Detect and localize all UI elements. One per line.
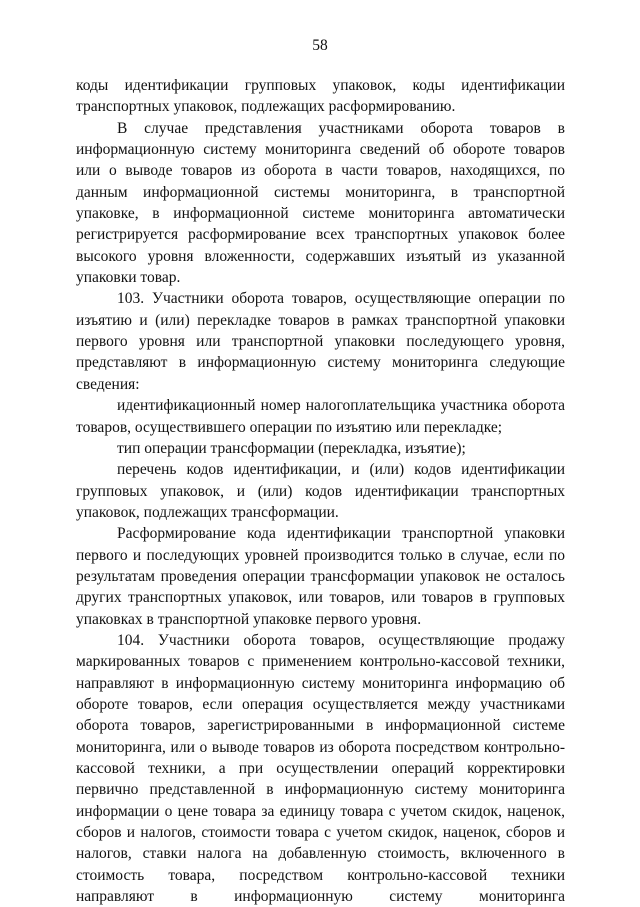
paragraph-continuation: коды идентификации групповых упаковок, коды идентификации транспортных упаковок, подлежащих расформированию. [76,77,565,116]
page-number: 58 [312,37,328,54]
paragraph-disbanding-on-withdrawal: В случае представления участниками оборота товаров в информационную систему мониторинга сведений об обороте товаров или о выводе товаров из оборота в части товаров, находящихся, по данным информационной системы мониторинга, в транспортной упаковке, в информационной системе мониторинга автоматически регистрируется расформирование всех транспортных упаковок более высокого уровня вложенности, содержавших изъятый из указанной упаковки товар. [76,119,565,287]
paragraph-clause-103: 103. Участники оборота товаров, осуществляющие операции по изъятию и (или) перекладке товаров в рамках транспортной упаковки первого уровня или транспортной упаковки последующего уровня, представляют в информационную систему мониторинга следующие сведения: [76,290,565,393]
paragraph-clause-104: 104. Участники оборота товаров, осуществляющие продажу маркированных товаров с применением контрольно-кассовой техники, направляют в информационную систему мониторинга информацию об обороте товаров, если операция осуществляется между участниками оборота товаров, зарегистрированными в информационной системе мониторинга, или о выводе товаров из оборота посредством контрольно-кассовой техники, а при осуществлении операций корректировки первично представленной в информационную систему мониторинга информации о цене товара за единицу товара с учетом скидок, наценок, сборов и налогов, стоимости товара с учетом скидок, наценок, сборов и налогов, ставки налога на добавленную стоимость, включенного в стоимость товара, посредством контрольно-кассовой техники направляют в информационную систему мониторинга [76,631,565,906]
paragraph-operation-type-item: тип операции трансформации (перекладка, изъятие); [117,439,466,457]
document-body [76,75,565,907]
paragraph-disbanding-condition: Расформирование кода идентификации транспортной упаковки первого и последующих уровней производится только в случае, если по результатам проведения операции трансформации упаковок не осталось других транспортных упаковок, или товаров, или товаров в групповых упаковках в транспортной упаковке первого уровня. [76,525,565,628]
paragraph-inn-item: идентификационный номер налогоплательщика участника оборота товаров, осуществившего операции по изъятию или перекладке; [76,397,565,436]
paragraph-codes-list-item: перечень кодов идентификации, и (или) кодов идентификации групповых упаковок, и (или) кодов идентификации транспортных упаковок, подлежащих трансформации. [76,461,565,521]
